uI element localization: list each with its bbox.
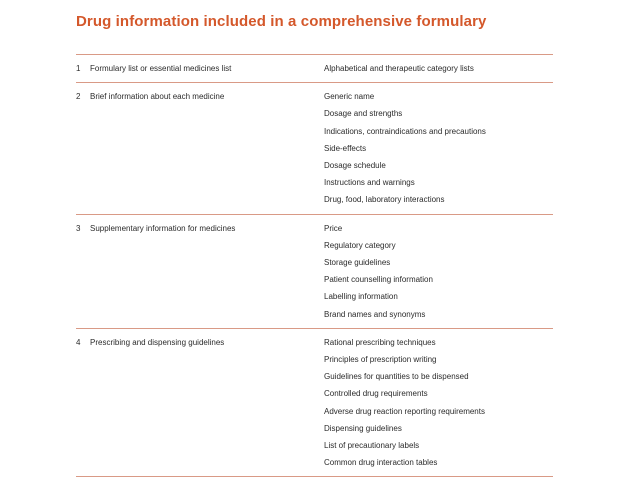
list-item: Principles of prescription writing	[324, 355, 437, 365]
list-item: Drug, food, laboratory interactions	[324, 195, 445, 205]
table-section-2	[76, 83, 553, 214]
list-item: Regulatory category	[324, 240, 396, 250]
list-item: Instructions and warnings	[324, 178, 415, 188]
list-item: List of precautionary labels	[324, 441, 420, 451]
list-item: Storage guidelines	[324, 258, 391, 268]
section-items	[324, 334, 553, 472]
list-item: Price	[324, 223, 343, 233]
section-label: Supplementary information for medicines	[90, 223, 236, 233]
section-number: 3	[76, 223, 81, 233]
list-item: Controlled drug requirements	[324, 389, 428, 399]
list-item: Dosage and strengths	[324, 109, 403, 119]
section-label: Brief information about each medicine	[90, 92, 225, 102]
section-label: Formulary list or essential medicines list	[90, 64, 232, 73]
section-number: 4	[76, 337, 81, 347]
section-label: Prescribing and dispensing guidelines	[90, 337, 225, 347]
section-items	[324, 88, 553, 208]
table-section-4	[76, 329, 553, 478]
list-item: Indications, contraindications and precautions	[324, 126, 486, 136]
table-section-1	[76, 55, 553, 83]
list-item: Labelling information	[324, 292, 398, 302]
section-items	[324, 220, 553, 323]
list-item: Alphabetical and therapeutic category lists	[324, 64, 474, 73]
list-item: Side-effects	[324, 143, 367, 153]
list-item: Rational prescribing techniques	[324, 337, 436, 347]
list-item: Brand names and synonyms	[324, 309, 426, 319]
section-items	[324, 60, 553, 77]
list-item: Dosage schedule	[324, 161, 386, 171]
list-item: Common drug interaction tables	[324, 458, 438, 468]
list-item: Patient counselling information	[324, 275, 433, 285]
list-item: Generic name	[324, 92, 375, 102]
section-number: 2	[76, 92, 81, 102]
list-item: Dispensing guidelines	[324, 423, 402, 433]
page-title: Drug information included in a comprehensive formulary	[76, 13, 487, 30]
formulary-table	[76, 54, 553, 477]
list-item: Guidelines for quantities to be dispensed	[324, 372, 469, 382]
table-section-3	[76, 215, 553, 329]
section-number: 1	[76, 64, 81, 73]
list-item: Adverse drug reaction reporting requirements	[324, 406, 485, 416]
